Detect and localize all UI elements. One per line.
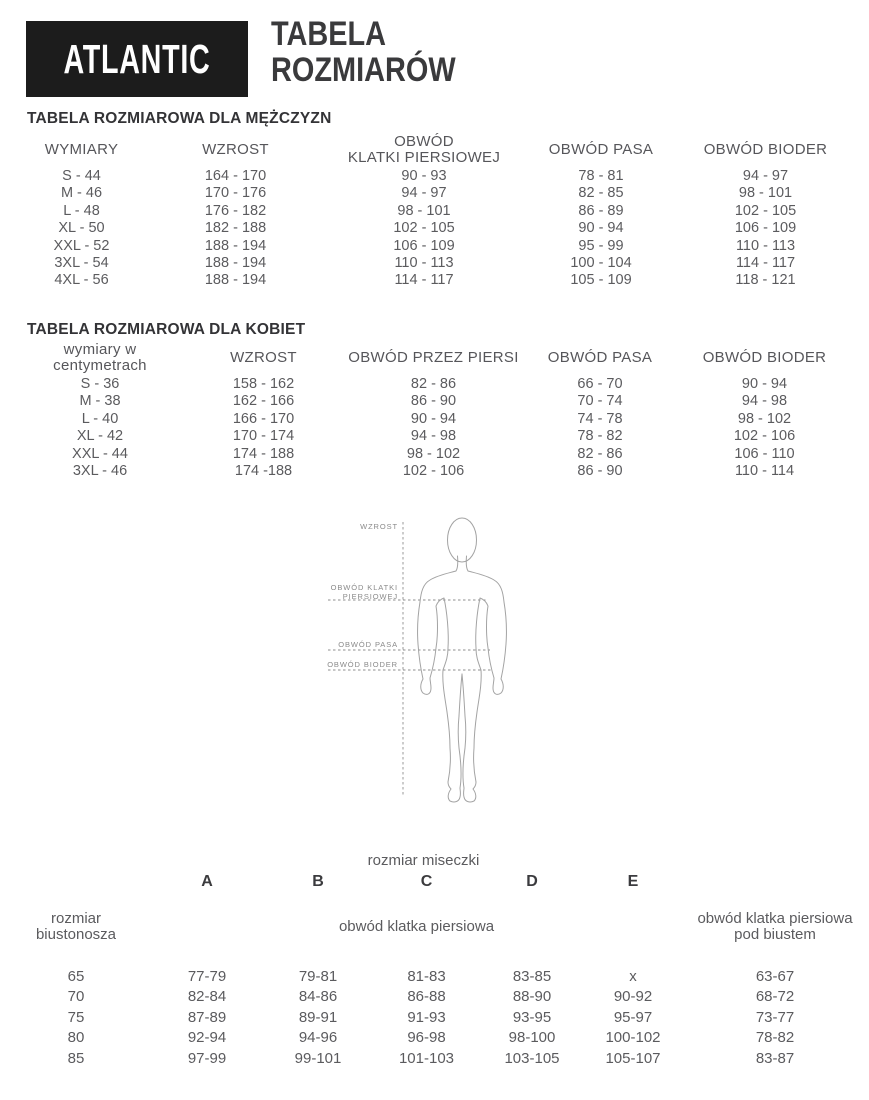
table-cell: XXL - 52 — [53, 237, 110, 254]
table-cell: 89-91 — [298, 1008, 338, 1026]
table-cell: 94-96 — [298, 1029, 338, 1047]
page-title-line1: TABELA — [271, 15, 387, 53]
cup-column-a: A — [201, 873, 213, 890]
table-cell: 3XL - 46 — [72, 462, 128, 479]
band-size-header-line2: biustonosza — [35, 926, 117, 943]
table-cell: 70 - 74 — [577, 393, 623, 410]
table-cell: 106 - 109 — [734, 220, 797, 237]
bra-group-header-row — [0, 903, 869, 951]
table-cell: 86 - 90 — [577, 462, 623, 479]
table-cell: 102 - 106 — [402, 462, 465, 479]
hips-label: OBWÓD BIODER — [327, 660, 398, 669]
table-row — [0, 133, 869, 166]
table-row — [0, 185, 869, 202]
table-cell: 66 - 70 — [577, 376, 623, 392]
table-cell: WZROST — [230, 348, 297, 366]
table-cell: 158 - 162 — [232, 376, 295, 392]
table-cell: 100-102 — [605, 1029, 661, 1047]
table-cell: L - 40 — [81, 410, 119, 427]
table-row — [0, 1008, 869, 1028]
table-row — [0, 446, 869, 463]
table-cell: 3XL - 54 — [54, 254, 109, 271]
table-row — [0, 1049, 869, 1069]
table-cell: 110 - 114 — [734, 462, 795, 479]
table-cell: 174 - 188 — [232, 445, 295, 462]
table-cell-line: KLATKI PIERSIOWEJ — [347, 148, 501, 166]
table-cell: 110 - 113 — [735, 237, 796, 254]
table-cell: 70 — [67, 988, 85, 1006]
table-cell: XL - 42 — [76, 428, 124, 445]
table-cell — [308, 134, 540, 165]
table-row — [0, 220, 869, 237]
table-cell: OBWÓD BIODER — [703, 140, 828, 158]
height-label: WZROST — [360, 522, 398, 531]
table-cell-line: OBWÓD — [394, 133, 454, 150]
table-cell: 100 - 104 — [570, 254, 632, 271]
table-cell: OBWÓD PASA — [547, 348, 653, 366]
table-cell: 75 — [67, 1008, 85, 1026]
table-cell: 86 - 89 — [578, 202, 624, 219]
table-cell: 88-90 — [512, 988, 552, 1006]
womens-table-body — [0, 376, 869, 480]
womens-table-header — [0, 341, 869, 374]
page-title-line2: ROZMIARÓW — [271, 51, 456, 89]
table-cell: 101-103 — [398, 1049, 455, 1067]
table-cell: 182 - 188 — [204, 220, 267, 237]
table-cell: 82-84 — [187, 988, 227, 1006]
table-cell: 74 - 78 — [577, 410, 623, 427]
table-cell: 78 - 81 — [578, 168, 624, 184]
table-cell: 87-89 — [187, 1008, 227, 1026]
page-title — [271, 16, 456, 88]
table-cell: 63-67 — [755, 968, 795, 985]
table-cell: 94 - 97 — [742, 168, 789, 184]
cup-column-e: E — [627, 873, 639, 890]
table-cell: 162 - 166 — [232, 393, 295, 410]
table-cell: 78 - 82 — [577, 428, 623, 445]
table-cell: 95-97 — [613, 1008, 653, 1026]
table-row — [0, 203, 869, 220]
table-cell: 99-101 — [294, 1049, 342, 1067]
chest-label-line2: PIERSIOWEJ — [342, 592, 398, 601]
table-cell: 83-85 — [512, 968, 552, 985]
table-cell: 170 - 174 — [232, 428, 295, 445]
table-cell: 118 - 121 — [735, 272, 796, 289]
underbust-header-line1: obwód klatka piersiowa — [697, 909, 853, 927]
table-cell: WYMIARY — [44, 140, 119, 158]
table-cell: 90 - 94 — [578, 220, 624, 237]
table-row — [0, 238, 869, 255]
table-cell: 176 - 182 — [204, 202, 267, 219]
table-row — [0, 411, 869, 428]
table-row — [0, 341, 869, 374]
spacer — [0, 951, 869, 967]
table-cell: 86-88 — [407, 988, 446, 1006]
table-cell: XXL - 44 — [72, 445, 128, 462]
table-cell: 97-99 — [187, 1049, 227, 1067]
table-cell: 85 — [67, 1049, 85, 1067]
table-cell: 105-107 — [605, 1049, 661, 1067]
table-cell: 80 — [67, 1029, 85, 1047]
womens-table-title: TABELA ROZMIAROWA DLA KOBIET — [27, 321, 306, 338]
table-cell: 91-93 — [407, 1008, 446, 1026]
table-cell: 98-100 — [508, 1029, 556, 1047]
table-cell: 81-83 — [407, 968, 446, 985]
table-cell: M - 46 — [60, 185, 103, 202]
table-cell: 82 - 86 — [410, 376, 457, 392]
table-cell: OBWÓD BIODER — [702, 348, 827, 366]
table-cell: 188 - 194 — [204, 272, 267, 289]
cup-column-c: C — [420, 873, 433, 890]
table-row — [0, 255, 869, 272]
table-cell: 166 - 170 — [232, 410, 295, 427]
table-cell: S - 36 — [80, 376, 120, 392]
table-cell: OBWÓD PRZEZ PIERSI — [348, 348, 519, 366]
table-cell: 84-86 — [298, 988, 338, 1006]
womens-size-table — [0, 321, 869, 480]
table-cell: 94 - 97 — [401, 185, 447, 202]
table-row — [0, 376, 869, 393]
table-cell: S - 44 — [62, 168, 101, 184]
table-cell: 4XL - 56 — [54, 272, 109, 289]
table-cell: 90 - 93 — [401, 168, 447, 184]
bra-table-body — [0, 967, 869, 1069]
figure-head — [448, 518, 477, 562]
mens-table-title: TABELA ROZMIAROWA DLA MĘŻCZYZN — [27, 110, 332, 127]
underbust-header — [681, 911, 869, 944]
table-cell: 90-92 — [613, 988, 653, 1006]
table-row — [0, 168, 869, 185]
chest-label-line1: OBWÓD KLATKI — [330, 583, 398, 592]
table-cell: 82 - 85 — [578, 185, 624, 202]
table-cell: 82 - 86 — [577, 445, 623, 462]
band-size-header — [0, 911, 152, 944]
chest-circumference-header: obwód klatka piersiowa — [338, 917, 495, 935]
mens-table-header — [0, 133, 869, 166]
table-cell: 77-79 — [187, 968, 227, 985]
table-cell: 174 -188 — [234, 462, 293, 479]
table-cell: 102 - 105 — [393, 220, 455, 237]
mens-table-body — [0, 168, 869, 290]
table-row — [0, 428, 869, 445]
table-cell: 105 - 109 — [570, 272, 632, 289]
table-cell: 188 - 194 — [204, 254, 267, 271]
table-cell: 106 - 110 — [734, 445, 795, 462]
table-cell: 170 - 176 — [204, 185, 267, 202]
cup-title-row — [0, 851, 869, 870]
table-cell: 102 - 106 — [733, 428, 796, 445]
table-row — [0, 1028, 869, 1048]
band-size-header-line1: rozmiar — [50, 909, 101, 927]
table-row — [0, 393, 869, 410]
table-cell: 188 - 194 — [204, 237, 267, 254]
mens-size-table — [0, 110, 869, 290]
table-row — [0, 987, 869, 1007]
underbust-header-line2: pod biustem — [734, 926, 816, 943]
figure-body-half — [462, 556, 506, 802]
table-cell: 94 - 98 — [741, 393, 788, 410]
table-cell — [0, 342, 200, 373]
table-cell: 106 - 109 — [393, 237, 455, 254]
cup-column-d: D — [526, 873, 538, 890]
table-row — [0, 967, 869, 987]
table-cell-line: centymetrach — [53, 356, 147, 374]
table-cell: 92-94 — [187, 1029, 227, 1047]
table-cell: 94 - 98 — [410, 428, 457, 445]
table-cell: 93-95 — [512, 1008, 552, 1026]
table-cell: 96-98 — [407, 1029, 446, 1047]
table-cell: 98 - 101 — [397, 202, 451, 219]
table-cell: 110 - 113 — [394, 254, 454, 271]
cup-size-title: rozmiar miseczki — [367, 852, 480, 869]
table-cell: x — [629, 968, 637, 985]
table-cell: 90 - 94 — [741, 376, 788, 392]
table-cell-line: wymiary w — [63, 341, 137, 358]
table-row — [0, 272, 869, 289]
table-cell: 98 - 102 — [737, 410, 792, 427]
brand-logo-text: ATLANTIC — [63, 35, 211, 82]
table-cell: 86 - 90 — [410, 393, 457, 410]
table-cell: XL - 50 — [58, 220, 105, 237]
body-measurement-diagram — [310, 500, 550, 840]
table-cell: L - 48 — [63, 202, 100, 219]
table-row — [0, 463, 869, 480]
bra-size-table — [0, 851, 869, 1069]
body-silhouette-figure — [310, 500, 550, 840]
table-cell: 90 - 94 — [410, 410, 457, 427]
table-cell: 103-105 — [504, 1049, 560, 1067]
table-cell: 114 - 117 — [394, 272, 454, 289]
table-cell: 95 - 99 — [578, 237, 624, 254]
brand-logo — [26, 21, 248, 97]
cup-column-b: B — [312, 873, 324, 890]
table-cell: M - 38 — [79, 393, 121, 410]
table-cell: 78-82 — [755, 1029, 795, 1047]
table-cell: WZROST — [202, 140, 269, 158]
table-cell: 114 - 117 — [735, 254, 796, 271]
table-cell: 98 - 101 — [738, 185, 793, 202]
table-cell: OBWÓD PASA — [548, 140, 654, 158]
table-cell: 164 - 170 — [204, 168, 267, 184]
table-cell: 65 — [67, 968, 85, 985]
cup-size-header-row — [0, 871, 869, 893]
table-cell: 98 - 102 — [406, 445, 461, 462]
table-cell: 68-72 — [755, 988, 795, 1006]
table-cell: 102 - 105 — [734, 202, 797, 219]
table-cell: 73-77 — [755, 1008, 795, 1026]
waist-label: OBWÓD PASA — [338, 640, 398, 649]
table-cell: 79-81 — [298, 968, 338, 985]
table-cell: 83-87 — [755, 1049, 795, 1067]
